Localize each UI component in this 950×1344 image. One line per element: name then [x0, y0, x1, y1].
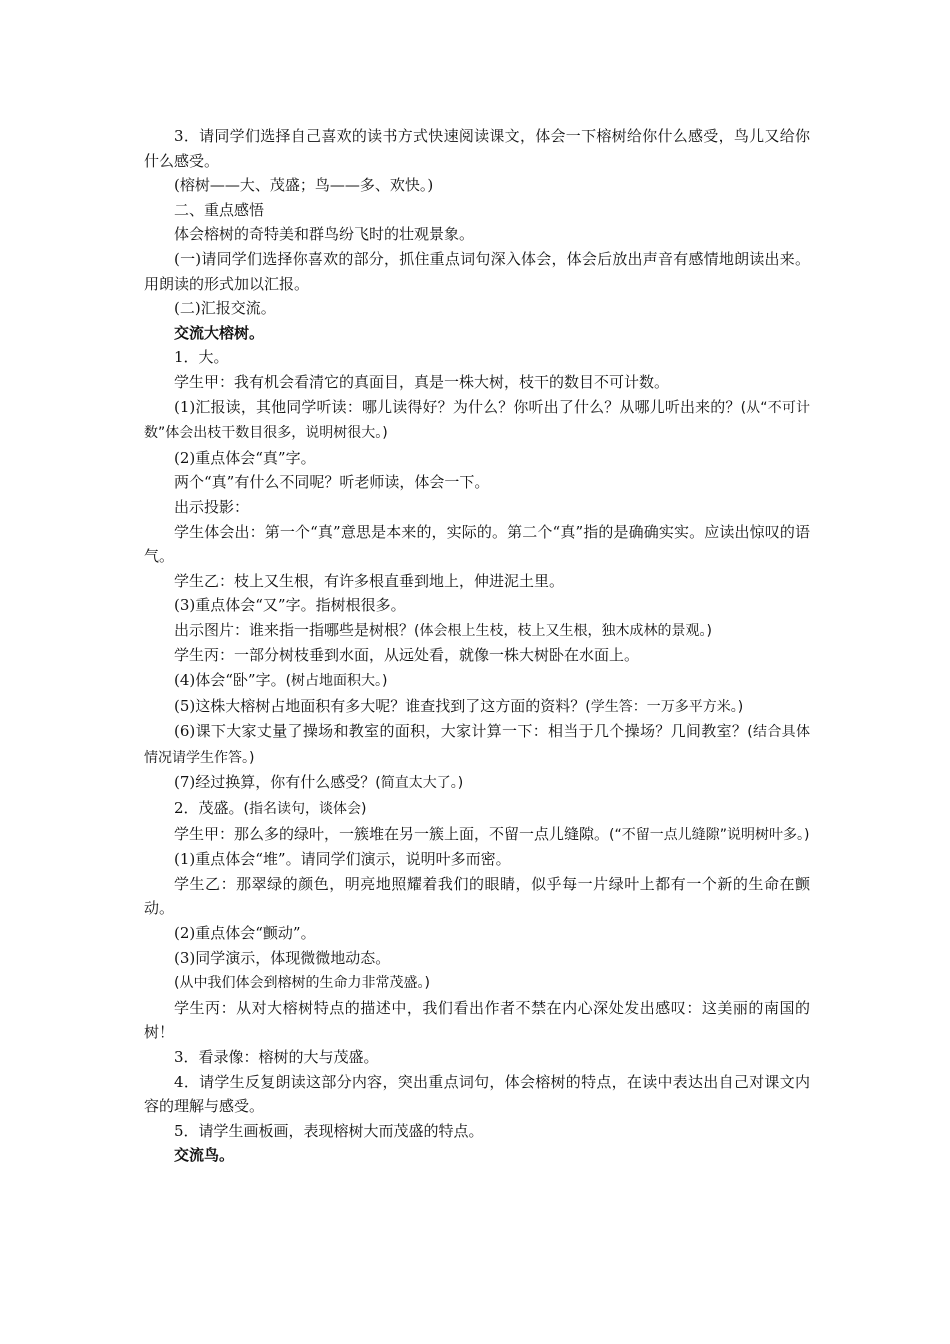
paragraph-text: (4)体会“卧”字。 [174, 671, 286, 690]
paragraph [144, 470, 810, 495]
paragraph-text: (2)重点体会“颤动”。 [174, 924, 316, 942]
paragraph [144, 198, 810, 223]
paragraph [144, 446, 810, 471]
paragraph-note: (“不留一点儿缝隙”说明树叶多。) [609, 826, 810, 843]
paragraph [144, 1070, 810, 1119]
paragraph-text: 学生丙：一部分树枝垂到水面，从远处看，就像一株大树卧在水面上。 [174, 646, 640, 665]
paragraph-note: (指名读句，谈体会) [243, 801, 367, 818]
paragraph [144, 370, 810, 395]
paragraph [144, 495, 810, 520]
paragraph-text: (7)经过换算，你有什么感受？ [174, 773, 376, 792]
paragraph-text: 学生乙：枝上又生根，有许多根直垂到地上，伸进泥土里。 [174, 571, 565, 590]
paragraph-note: (从“不可计数”体会出枝干数目很多，说明树很大。) [144, 399, 810, 442]
paragraph-text: 4．请学生反复朗读这部分内容，突出重点词句，体会榕树的特点，在读中表达出自己对课文内容的理解与感受。 [144, 1072, 810, 1116]
paragraph [144, 395, 810, 446]
paragraph-note: (体会根上生枝，枝上又生根，独木成林的景观。) [414, 622, 712, 639]
paragraph [144, 618, 810, 644]
paragraph [144, 173, 810, 198]
paragraph-text: 3．请同学们选择自己喜欢的读书方式快速阅读课文，体会一下榕树给你什么感受，鸟儿又给你什么感受。 [144, 127, 810, 170]
paragraph-note: (简直太大了。) [375, 775, 464, 792]
paragraph [144, 593, 810, 618]
paragraph-text: (1)重点体会“堆”。请同学们演示，说明叶多而密。 [174, 850, 511, 869]
paragraph-text: (1)汇报读，其他同学听读：哪儿读得好？为什么？你听出了什么？从哪儿听出来的？ [174, 397, 741, 416]
paragraph-text: (2)重点体会“真”字。 [174, 448, 316, 467]
paragraph-text: 学生甲：我有机会看清它的真面目，真是一株大树，枝干的数目不可计数。 [174, 372, 670, 391]
paragraph [144, 946, 810, 971]
paragraph [144, 770, 810, 796]
paragraph-text: 交流鸟。 [174, 1146, 235, 1165]
paragraph-text: (3)重点体会“又”字。指树根很多。 [174, 596, 406, 615]
paragraph [144, 520, 810, 569]
paragraph [144, 847, 810, 872]
paragraph-text: 5．请学生画板画，表现榕树大而茂盛的特点。 [174, 1121, 484, 1140]
paragraph-text: (榕树——大、茂盛；鸟——多、欢快。) [174, 176, 434, 195]
paragraph [144, 872, 810, 921]
paragraph [144, 668, 810, 694]
paragraph-text: (5)这株大榕树占地面积有多大呢？谁查找到了这方面的资料？ [174, 696, 586, 715]
paragraph [144, 222, 810, 247]
paragraph-text: 二、重点感悟 [174, 200, 265, 219]
paragraph-text: 1．大。 [174, 348, 229, 367]
paragraph [144, 247, 810, 296]
paragraph-text: (二)汇报交流。 [174, 299, 276, 318]
paragraph [144, 970, 810, 996]
paragraph [144, 296, 810, 321]
paragraph-note: (树占地面积大。) [285, 673, 388, 690]
paragraph [144, 643, 810, 668]
paragraph-text: 学生体会出：第一个“真”意思是本来的，实际的。第二个“真”指的是确确实实。应读出惊叹的语气。 [144, 522, 810, 566]
paragraph-text: (6)课下大家丈量了操场和教室的面积，大家计算一下：相当于几个操场？几间教室？ [174, 722, 748, 741]
section-heading [144, 1143, 810, 1168]
paragraph [144, 921, 810, 946]
paragraph-text: 体会榕树的奇特美和群鸟纷飞时的壮观景象。 [174, 225, 475, 244]
paragraph [144, 796, 810, 822]
paragraph-text: 学生乙：那翠绿的颜色，明亮地照耀着我们的眼睛，似乎每一片绿叶上都有一个新的生命在颤动。 [144, 874, 810, 918]
paragraph [144, 1045, 810, 1070]
paragraph [144, 569, 810, 594]
paragraph-text: (一)请同学们选择你喜欢的部分，抓住重点词句深入体会，体会后放出声音有感情地朗读出来。用朗读的形式加以汇报。 [144, 249, 810, 293]
paragraph [144, 1119, 810, 1144]
paragraph [144, 345, 810, 370]
paragraph-note: (结合具体情况请学生作答。) [144, 724, 810, 766]
document-body [144, 124, 810, 1168]
paragraph [144, 822, 810, 848]
paragraph-text: 两个“真”有什么不同呢？听老师读，体会一下。 [174, 473, 490, 492]
paragraph-note: (从中我们体会到榕树的生命力非常茂盛。) [174, 975, 430, 992]
section-heading [144, 321, 810, 346]
paragraph-text: 学生丙：从对大榕树特点的描述中，我们看出作者不禁在内心深处发出感叹：这美丽的南国的树！ [144, 998, 810, 1042]
paragraph-text: 3．看录像：榕树的大与茂盛。 [174, 1047, 379, 1066]
paragraph-note: (学生答：一万多平方米。) [585, 698, 744, 715]
paragraph-text: 出示图片：谁来指一指哪些是树根？ [174, 620, 415, 639]
paragraph-text: 学生甲：那么多的绿叶，一簇堆在另一簇上面，不留一点儿缝隙。 [174, 824, 610, 843]
paragraph [144, 719, 810, 770]
paragraph-text: (3)同学演示，体现微微地动态。 [174, 948, 391, 967]
paragraph-text: 出示投影： [174, 497, 250, 516]
paragraph [144, 124, 810, 173]
paragraph-text: 2．茂盛。 [174, 799, 244, 818]
paragraph [144, 694, 810, 720]
paragraph [144, 996, 810, 1045]
paragraph-text: 交流大榕树。 [174, 323, 265, 342]
